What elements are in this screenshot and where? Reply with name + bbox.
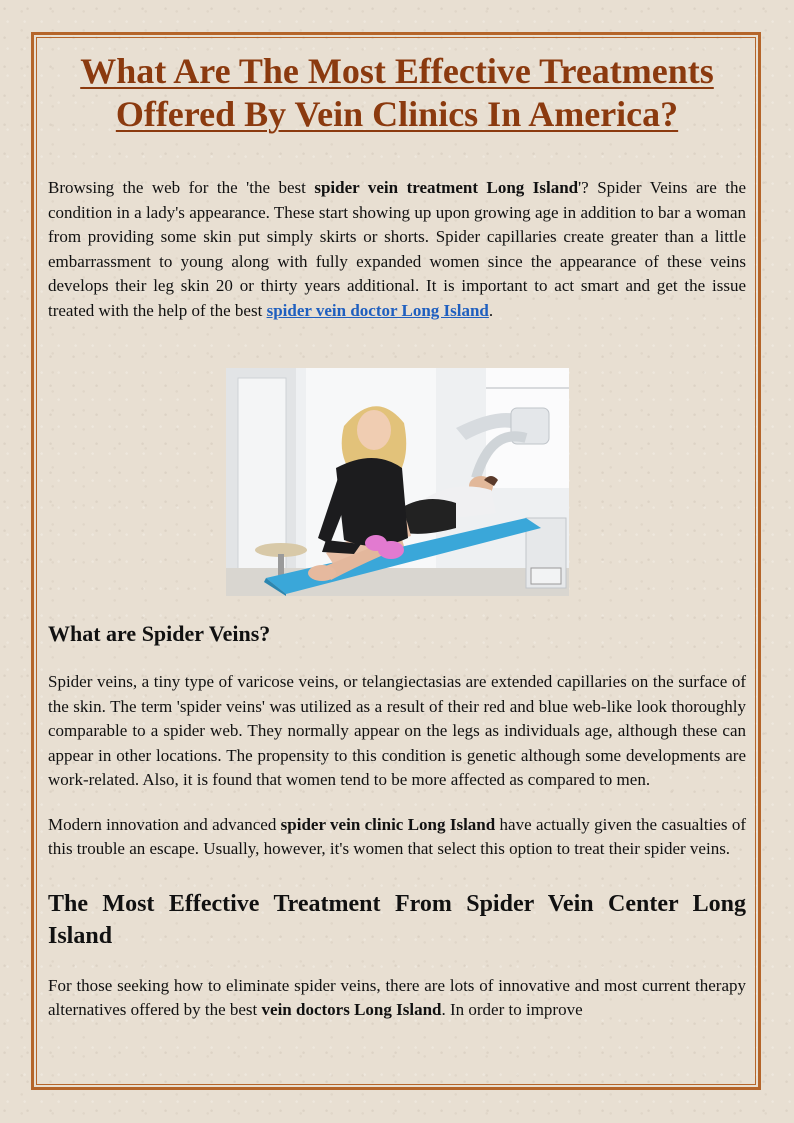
section-heading-effective-treatment: The Most Effective Treatment From Spider Vein Center Long Island bbox=[48, 890, 746, 949]
treatment-photo bbox=[226, 368, 569, 596]
keyword-spider-vein-clinic: spider vein clinic Long Island bbox=[280, 814, 496, 834]
article-title: What Are The Most Effective Treatments Offered By Vein Clinics In America? bbox=[80, 51, 714, 134]
treatment-paragraph-1: For those seeking how to eliminate spider veins, there are lots of innovative and most current therapy alternatives offered by the best vein doctors Long Island. In order to improve bbox=[48, 975, 746, 1019]
section-spider-veins bbox=[48, 620, 746, 1023]
spider-veins-paragraph-1: Spider veins, a tiny type of varicose veins, or telangiectasias are extended capillaries on the surface of the skin. The term 'spider veins' was utilized as a result of their red and blue web-like look thoroughly comparable to a spider web. They normally appear on the legs as individuals age, although these can appear in other locations. The propensity to this condition is genetic although some developments are work-related. Also, it is found that women tend to be more affected as compared to men. bbox=[48, 672, 746, 789]
keyword-vein-doctors: vein doctors Long Island bbox=[261, 1000, 442, 1019]
intro-paragraph: Browsing the web for the 'the best spider vein treatment Long Island'? Spider Veins are the condition in a lady's appearance. These start showing up upon growing age in addition to bar a woman from providing some skin put simply skirts or shorts. Spider capillaries create greater than a little embarrassment to young along with fully expanded women since the appearance of these veins develops their leg skin 20 or thirty years additional. It is important to act smart and get the issue treated with the help of the best spider vein doctor Long Island. bbox=[48, 178, 747, 320]
spider-veins-paragraph-2: Modern innovation and advanced spider vein clinic Long Island have actually given the casualties of this trouble an escape. Usually, however, it's women that select this option to treat their spider veins. bbox=[48, 814, 746, 858]
article bbox=[48, 50, 746, 323]
spider-vein-doctor-link[interactable]: spider vein doctor Long Island bbox=[266, 300, 489, 320]
keyword-spider-vein-treatment: spider vein treatment Long Island bbox=[314, 178, 579, 197]
section-heading-spider-veins: What are Spider Veins? bbox=[48, 621, 271, 646]
